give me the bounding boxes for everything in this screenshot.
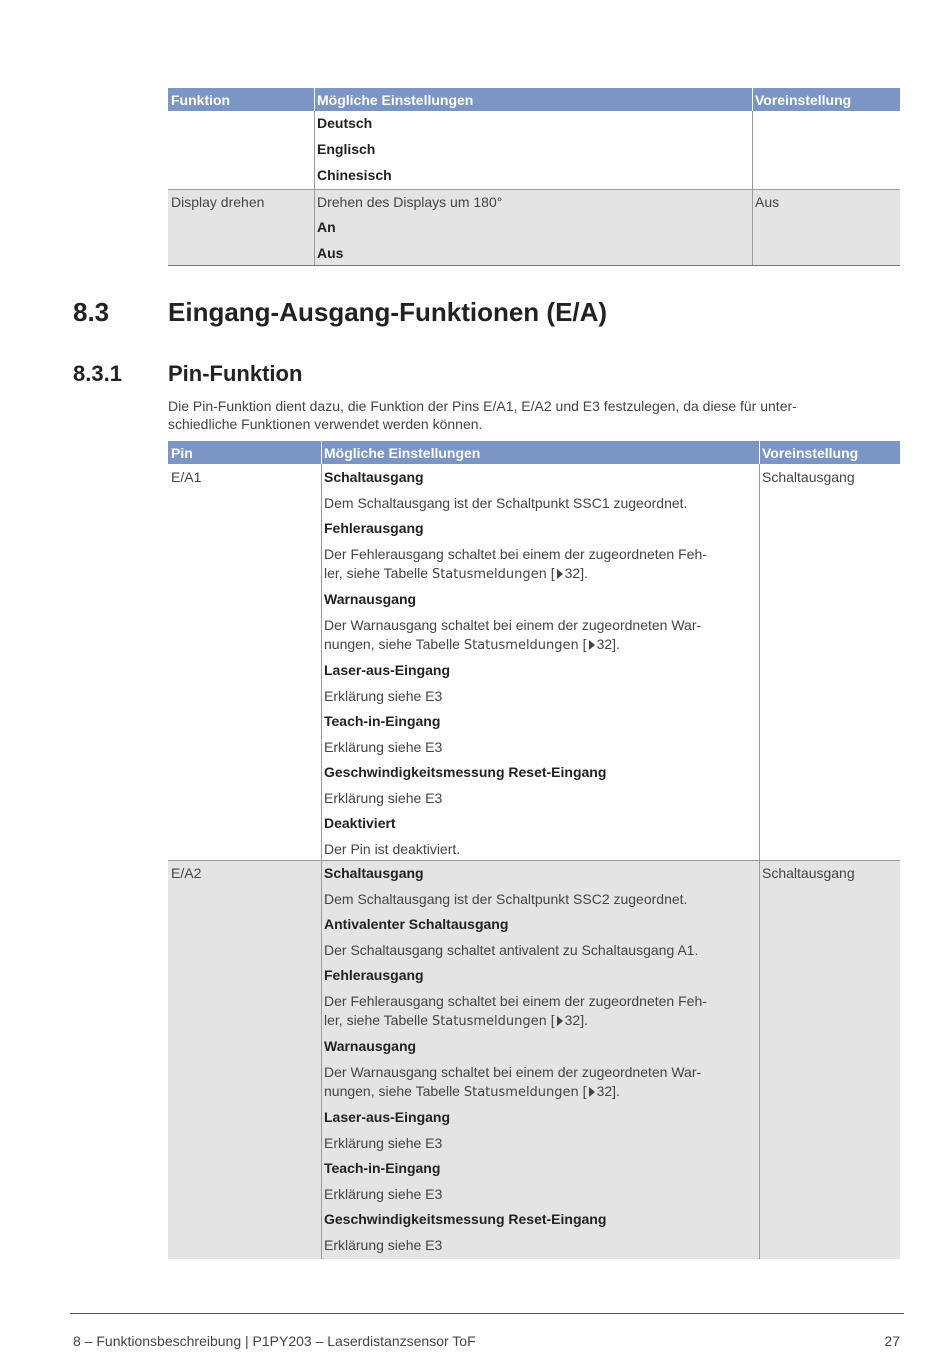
option-description: Der Fehlerausgang schaltet bei einem der zugeordneten Feh- xyxy=(324,546,707,562)
table-row-display-drehen xyxy=(168,190,900,266)
ref-bracket: [ xyxy=(582,636,587,652)
header-funktion: Funktion xyxy=(171,92,231,108)
ref-page: 32]. xyxy=(596,1083,620,1099)
description-text: nungen, siehe Tabelle xyxy=(324,636,464,652)
option-label: Englisch xyxy=(317,141,376,157)
setting-description: Drehen des Displays um 180° xyxy=(317,194,503,210)
table-header xyxy=(168,441,900,464)
header-voreinstellung: Voreinstellung xyxy=(755,92,852,108)
subsection-title: Pin-Funktion xyxy=(168,361,303,386)
page-arrow-icon xyxy=(589,1087,595,1097)
option-description xyxy=(324,565,588,582)
settings-table-display xyxy=(168,88,900,266)
table-row-ea1 xyxy=(168,464,900,860)
pin-function-table xyxy=(168,441,900,1259)
ref-bracket: [ xyxy=(582,1083,587,1099)
header-pin: Pin xyxy=(171,445,193,461)
section-title: Eingang-Ausgang-Funktionen (E/A) xyxy=(168,297,608,327)
option-label: Laser-aus-Eingang xyxy=(324,1109,451,1125)
intro-line: schiedliche Funktionen verwendet werden können. xyxy=(168,416,483,432)
intro-paragraph xyxy=(168,397,888,433)
option-label: Deaktiviert xyxy=(324,815,396,831)
page-number: 27 xyxy=(884,1333,900,1349)
header-moegliche-einstellungen: Mögliche Einstellungen xyxy=(317,92,474,108)
option-description xyxy=(324,1083,620,1100)
header-voreinstellung: Voreinstellung xyxy=(762,445,859,461)
status-link[interactable]: Statusmeldungen xyxy=(431,567,547,582)
option-description: Der Pin ist deaktiviert. xyxy=(324,841,461,857)
option-label: Warnausgang xyxy=(324,1038,417,1054)
option-description xyxy=(324,636,620,653)
header-moegliche-einstellungen: Mögliche Einstellungen xyxy=(324,445,481,461)
footer-text: 8 – Funktionsbeschreibung | P1PY203 – Laserdistanzsensor ToF xyxy=(73,1333,476,1349)
option-description: Erklärung siehe E3 xyxy=(324,1135,443,1151)
option-description: Der Warnausgang schaltet bei einem der zugeordneten War- xyxy=(324,617,702,633)
pin-name: E/A1 xyxy=(171,469,202,485)
option-description: Erklärung siehe E3 xyxy=(324,1186,443,1202)
intro-line: Die Pin-Funktion dient dazu, die Funktion der Pins E/A1, E/A2 und E3 festzulegen, da diese für unter- xyxy=(168,398,797,414)
option-description: Erklärung siehe E3 xyxy=(324,688,443,704)
option-description: Erklärung siehe E3 xyxy=(324,1237,443,1253)
option-description: Der Warnausgang schaltet bei einem der zugeordneten War- xyxy=(324,1064,702,1080)
ref-page: 32]. xyxy=(564,565,588,581)
option-description: Der Schaltausgang schaltet antivalent zu Schaltausgang A1. xyxy=(324,942,699,958)
option-label: Laser-aus-Eingang xyxy=(324,662,451,678)
page-arrow-icon xyxy=(557,1016,563,1026)
option-label: Schaltausgang xyxy=(324,469,424,485)
page-arrow-icon xyxy=(557,569,563,579)
option-label: Fehlerausgang xyxy=(324,520,424,536)
option-label: Teach-in-Eingang xyxy=(324,713,441,729)
description-text: nungen, siehe Tabelle xyxy=(324,1083,464,1099)
page-arrow-icon xyxy=(589,640,595,650)
option-description: Erklärung siehe E3 xyxy=(324,739,443,755)
option-label: Geschwindigkeitsmessung Reset-Eingang xyxy=(324,1211,607,1227)
function-name: Display drehen xyxy=(171,194,265,210)
option-label: Fehlerausgang xyxy=(324,967,424,983)
option-description xyxy=(324,1012,588,1029)
option-label: Deutsch xyxy=(317,115,373,131)
footer-rule xyxy=(70,1313,904,1314)
description-text: ler, siehe Tabelle xyxy=(324,565,432,581)
ref-bracket: [ xyxy=(550,1012,555,1028)
option-description: Dem Schaltausgang ist der Schaltpunkt SSC2 zugeordnet. xyxy=(324,891,688,907)
option-label: Aus xyxy=(317,245,344,261)
option-label: Chinesisch xyxy=(317,167,392,183)
section-number: 8.3 xyxy=(73,297,110,327)
option-description: Erklärung siehe E3 xyxy=(324,790,443,806)
status-link[interactable]: Statusmeldungen xyxy=(431,1014,547,1029)
option-label: Teach-in-Eingang xyxy=(324,1160,441,1176)
ref-page: 32]. xyxy=(596,636,620,652)
ref-page: 32]. xyxy=(564,1012,588,1028)
table-row xyxy=(168,111,900,189)
table-header xyxy=(168,88,900,111)
ref-bracket: [ xyxy=(550,565,555,581)
option-label: An xyxy=(317,219,336,235)
subsection-number: 8.3.1 xyxy=(73,361,122,386)
default-value: Schaltausgang xyxy=(762,865,855,881)
option-label: Schaltausgang xyxy=(324,865,424,881)
option-label: Geschwindigkeitsmessung Reset-Eingang xyxy=(324,764,607,780)
status-link[interactable]: Statusmeldungen xyxy=(463,1085,579,1100)
option-description: Dem Schaltausgang ist der Schaltpunkt SSC1 zugeordnet. xyxy=(324,495,688,511)
default-value: Schaltausgang xyxy=(762,469,855,485)
table-row-ea2 xyxy=(168,861,900,1259)
option-label: Warnausgang xyxy=(324,591,417,607)
option-description: Der Fehlerausgang schaltet bei einem der zugeordneten Feh- xyxy=(324,993,707,1009)
pin-name: E/A2 xyxy=(171,865,202,881)
option-label: Antivalenter Schaltausgang xyxy=(324,916,509,932)
status-link[interactable]: Statusmeldungen xyxy=(463,638,579,653)
default-value: Aus xyxy=(755,194,780,210)
description-text: ler, siehe Tabelle xyxy=(324,1012,432,1028)
